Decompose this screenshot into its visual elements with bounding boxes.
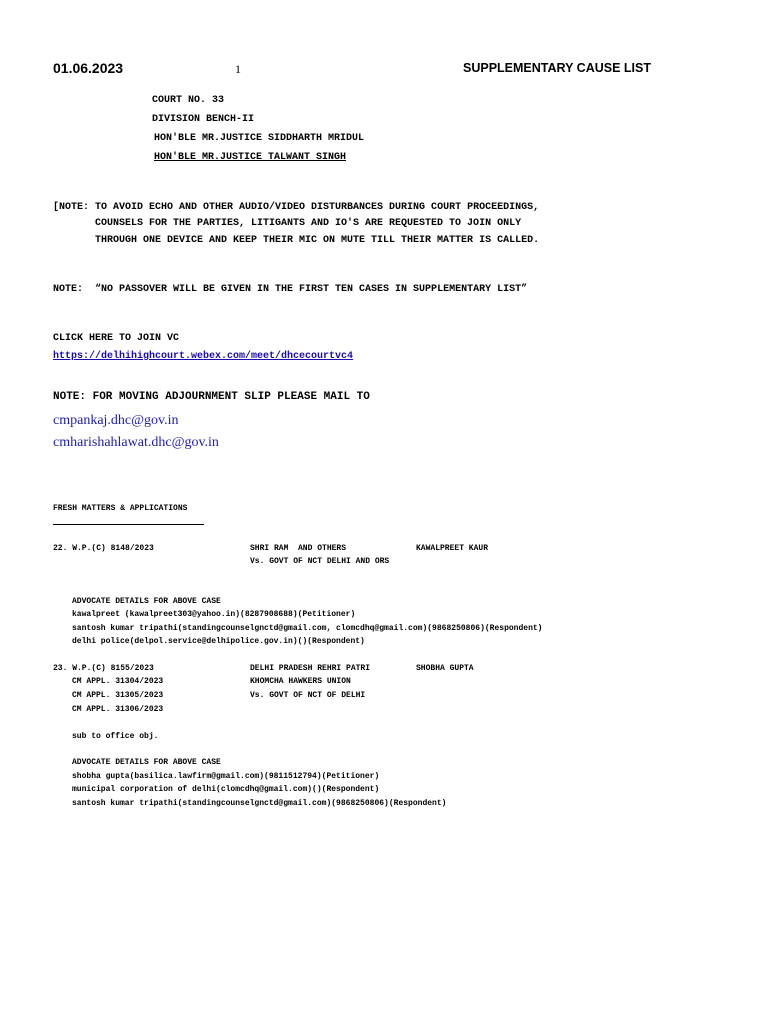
advocate-detail-line: shobha gupta(basilica.lawfirm@gmail.com)(9811512794)(Petitioner) <box>72 772 380 781</box>
case-number: 22. W.P.(C) 8148/2023 <box>53 544 154 553</box>
advocate-detail-line: santosh kumar tripathi(standingcounselgnctd@gmail.com, clomcdhq@gmail.com)(9868250806)(Respondent) <box>72 624 543 633</box>
advocate-detail-line: municipal corporation of delhi(clomcdhq@gmail.com)()(Respondent) <box>72 785 380 794</box>
list-date: 01.06.2023 <box>53 60 124 76</box>
case-advocate: KAWALPREET KAUR <box>416 544 489 553</box>
case-remark: sub to office obj. <box>72 732 159 741</box>
case-number: 23. W.P.(C) 8155/2023 <box>53 664 154 673</box>
section-divider <box>53 524 204 525</box>
case-application: CM APPL. 31306/2023 <box>72 705 164 714</box>
case-application: CM APPL. 31305/2023 <box>72 691 164 700</box>
case-respondent: Vs. GOVT OF NCT DELHI AND ORS <box>250 557 390 566</box>
advocate-details-heading: ADVOCATE DETAILS FOR ABOVE CASE <box>72 597 221 606</box>
case-petitioner: DELHI PRADESH REHRI PATRI <box>250 664 371 673</box>
vc-join-link[interactable]: https://delhihighcourt.webex.com/meet/dhcecourtvc4 <box>53 351 354 362</box>
advocate-details-heading: ADVOCATE DETAILS FOR ABOVE CASE <box>72 758 221 767</box>
court-number: COURT NO. 33 <box>152 95 225 106</box>
page-number: 1 <box>235 62 241 76</box>
case-petitioner: SHRI RAM AND OTHERS <box>250 544 347 553</box>
advocate-detail-line: santosh kumar tripathi(standingcounselgnctd@gmail.com)(9868250806)(Respondent) <box>72 799 447 808</box>
page-title: SUPPLEMENTARY CAUSE LIST <box>463 61 651 75</box>
case-petitioner-cont: KHOMCHA HAWKERS UNION <box>250 677 351 686</box>
advocate-detail-line: delhi police(delpol.service@delhipolice.gov.in)()(Respondent) <box>72 637 365 646</box>
email-link-2[interactable]: cmharishahlawat.dhc@gov.in <box>53 435 219 450</box>
case-application: CM APPL. 31304/2023 <box>72 677 164 686</box>
case-respondent: Vs. GOVT OF NCT OF DELHI <box>250 691 366 700</box>
bench-name: DIVISION BENCH-II <box>152 114 255 125</box>
note-echo-line-3: THROUGH ONE DEVICE AND KEEP THEIR MIC ON MUTE TILL THEIR MATTER IS CALLED. <box>95 235 540 246</box>
note-echo-line-2: COUNSELS FOR THE PARTIES, LITIGANTS AND IO'S ARE REQUESTED TO JOIN ONLY <box>95 218 522 229</box>
adjournment-note: NOTE: FOR MOVING ADJOURNMENT SLIP PLEASE MAIL TO <box>53 391 370 403</box>
advocate-detail-line: kawalpreet (kawalpreet303@yahoo.in)(8287908688)(Petitioner) <box>72 610 356 619</box>
vc-join-label: CLICK HERE TO JOIN VC <box>53 333 180 344</box>
case-advocate: SHOBHA GUPTA <box>416 664 474 673</box>
judge-name-1: HON'BLE MR.JUSTICE SIDDHARTH MRIDUL <box>154 133 365 144</box>
judge-name-2: HON'BLE MR.JUSTICE TALWANT SINGH <box>154 152 347 163</box>
email-link-1[interactable]: cmpankaj.dhc@gov.in <box>53 413 179 428</box>
note-echo-line-1: [NOTE: TO AVOID ECHO AND OTHER AUDIO/VIDEO DISTURBANCES DURING COURT PROCEEDINGS, <box>53 202 540 213</box>
note-passover: NOTE: “NO PASSOVER WILL BE GIVEN IN THE FIRST TEN CASES IN SUPPLEMENTARY LIST” <box>53 284 528 295</box>
section-heading: FRESH MATTERS & APPLICATIONS <box>53 504 188 513</box>
